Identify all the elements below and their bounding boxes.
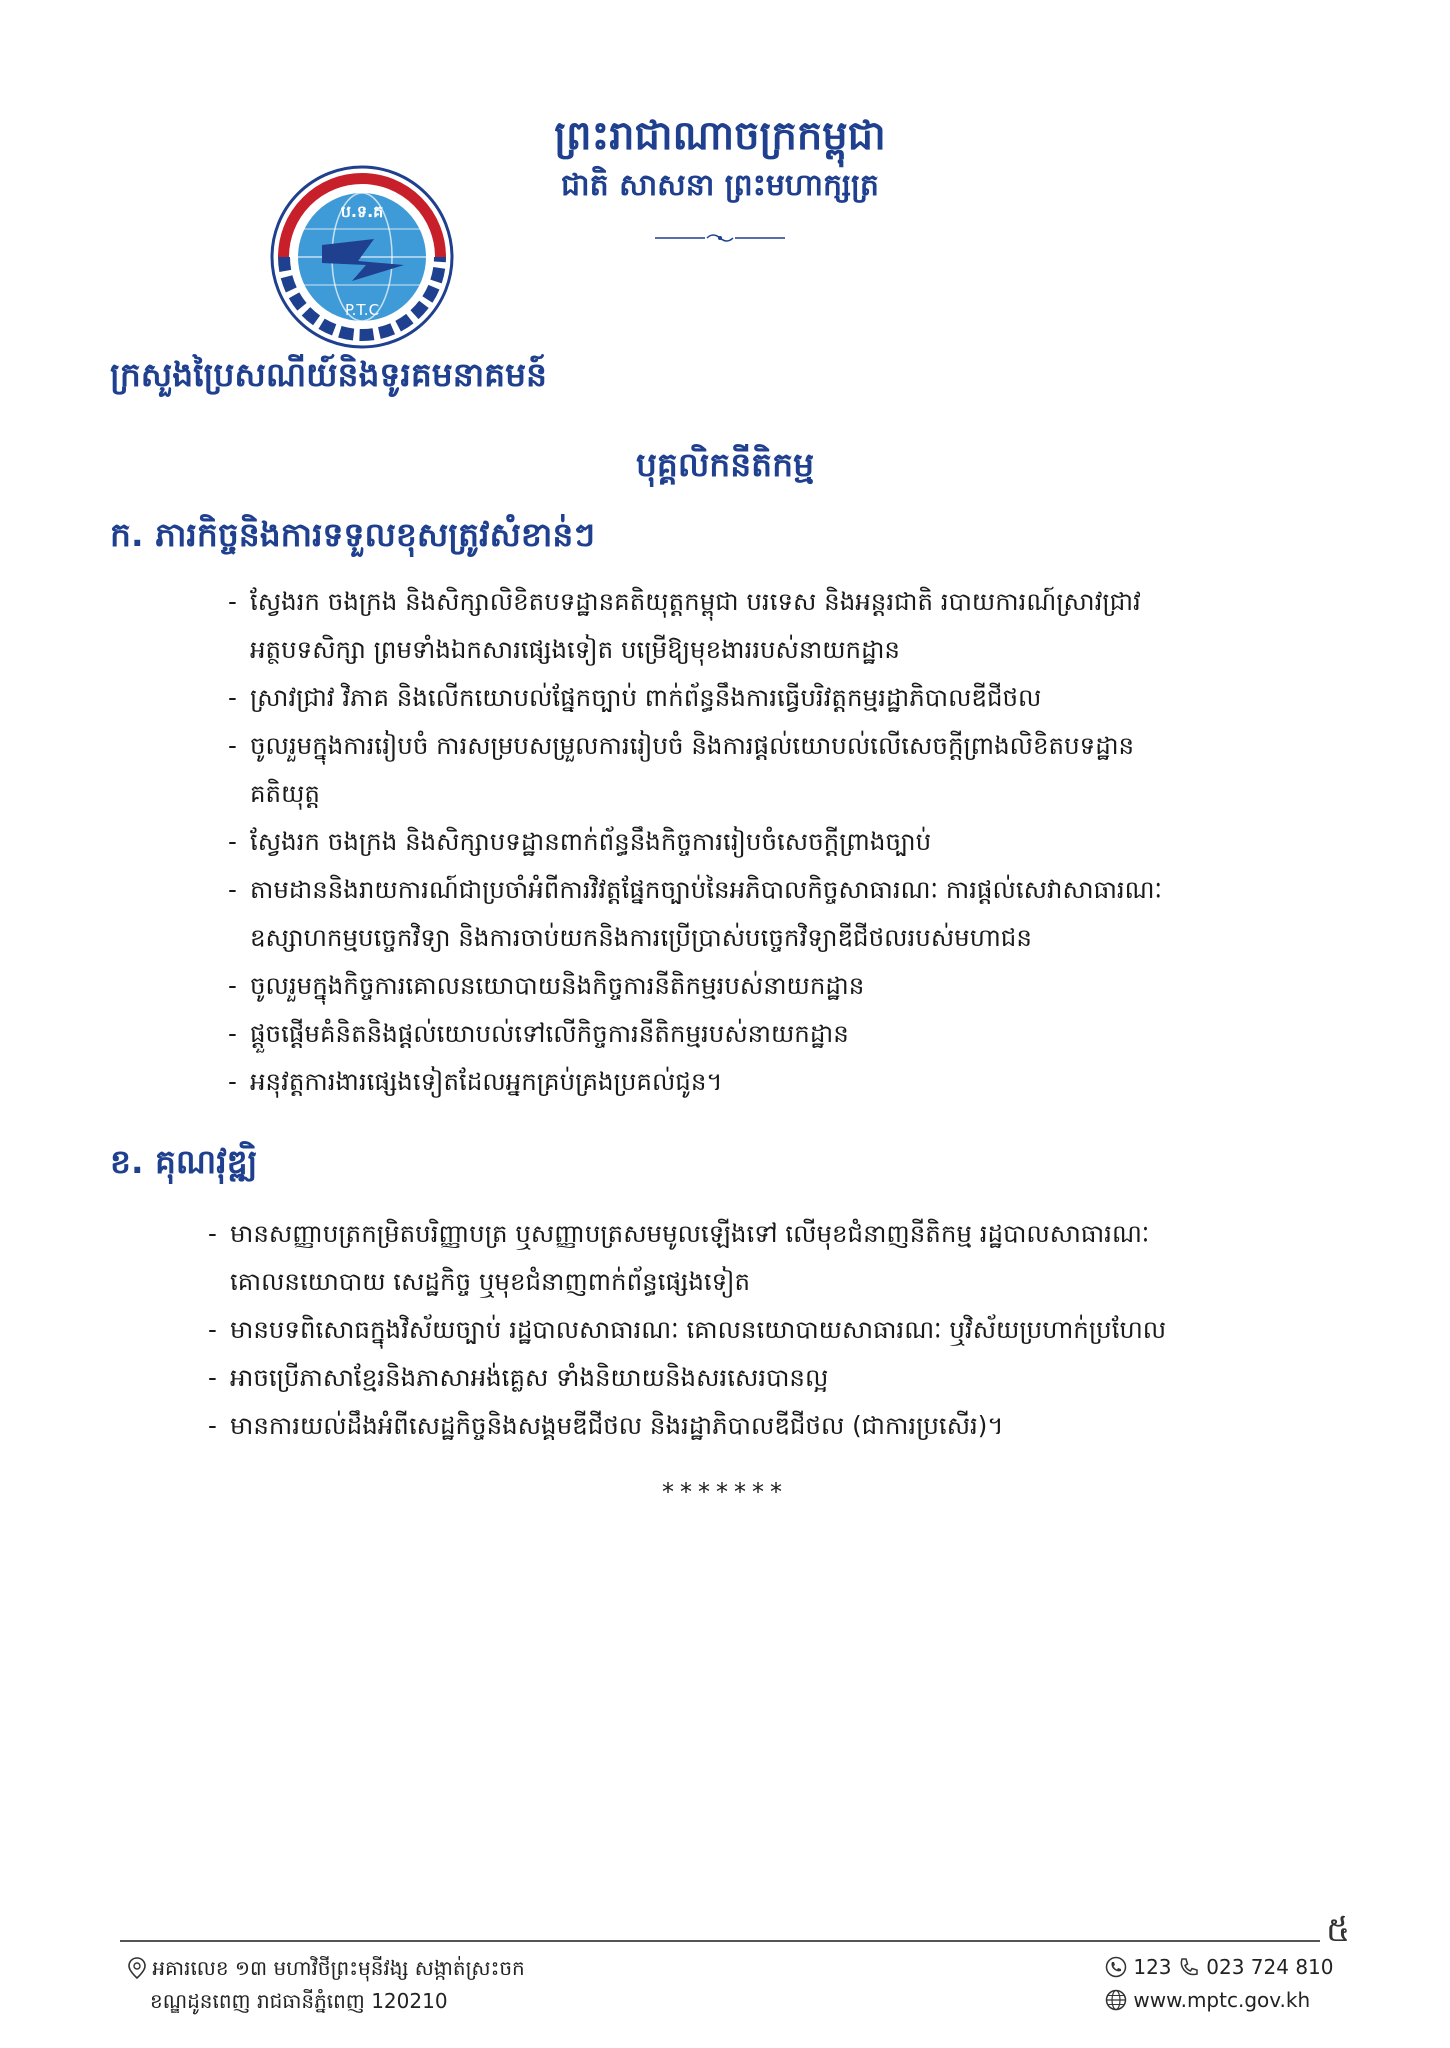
end-mark: ******* <box>662 1478 788 1506</box>
list-item: - ស្វែងរក ចងក្រង និងសិក្សាបទដ្ឋានពាក់ព័ន្ធនឹងកិច្ចការរៀបចំសេចក្តីព្រាងច្បាប់ <box>228 818 1348 866</box>
qualifications-list <box>208 1210 1348 1450</box>
kingdom-header <box>520 108 920 208</box>
address-line-1 <box>128 1955 525 1985</box>
hotline-number: 123 <box>1133 1955 1172 1979</box>
logo-khmer-initials: ប.ទ.គ <box>340 202 384 221</box>
hotline-icon <box>1105 1956 1127 1978</box>
ministry-logo <box>270 165 454 349</box>
list-item-continuation: គតិយុត្ត <box>250 779 320 808</box>
list-item: - តាមដាននិងរាយការណ៍ជាប្រចាំអំពីការវិវត្តផ្នែកច្បាប់នៃអភិបាលកិច្ចសាធារណៈ ការផ្តល់សេវាសាធារណៈ <box>228 866 1348 914</box>
kingdom-motto: ជាតិ សាសនា ព្រះមហាក្សត្រ <box>561 168 879 203</box>
contact-phones <box>1105 1955 1334 1979</box>
list-item: - មានការយល់ដឹងអំពីសេដ្ឋកិច្ចនិងសង្គមឌីជីថល និងរដ្ឋាភិបាលឌីជីថល (ជាការប្រសើរ)។ <box>208 1402 1348 1450</box>
globe-icon <box>1105 1989 1127 2011</box>
location-pin-icon <box>128 1957 146 1979</box>
list-item: - មានបទពិសោធក្នុងវិស័យច្បាប់ រដ្ឋបាលសាធារណៈ គោលនយោបាយសាធារណៈ ឬវិស័យប្រហាក់ប្រហែល <box>208 1306 1348 1354</box>
list-item-continuation: គោលនយោបាយ សេដ្ឋកិច្ច ឬមុខជំនាញពាក់ព័ន្ធផ្សេងទៀត <box>230 1267 751 1296</box>
list-item: - ចូលរួមក្នុងការរៀបចំ ការសម្របសម្រួលការរៀបចំ និងការផ្តល់យោបល់លើសេចក្តីព្រាងលិខិតបទដ្ឋាន <box>228 722 1348 770</box>
ornament-divider <box>655 232 785 244</box>
page-number: ៥ <box>1326 1910 1351 1950</box>
list-item: - ស្វែងរក ចងក្រង និងសិក្សាលិខិតបទដ្ឋានគតិយុត្តកម្ពុជា បរទេស និងអន្តរជាតិ របាយការណ៍ស្រាវជ្រាវ <box>228 578 1348 626</box>
list-item: - អាចប្រើភាសាខ្មែរនិងភាសាអង់គ្លេស ទាំងនិយាយនិងសរសេរបានល្អ <box>208 1354 1348 1402</box>
address-line-2: ខណ្ឌដូនពេញ រាជធានីភ្នំពេញ 120210 <box>150 1989 448 2013</box>
list-item-continuation: ឧស្សាហកម្មបច្ចេកវិទ្យា និងការចាប់យកនិងការប្រើប្រាស់បច្ចេកវិទ្យាឌីជីថលរបស់មហាជន <box>250 923 1032 952</box>
logo-ptc-text: P.T.C <box>344 301 380 319</box>
responsibilities-list <box>228 578 1348 1106</box>
list-item: - មានសញ្ញាបត្រកម្រិតបរិញ្ញាបត្រ ឬសញ្ញាបត្រសមមូលឡើងទៅ លើមុខជំនាញនីតិកម្ម រដ្ឋបាលសាធារណៈ <box>208 1210 1348 1258</box>
document-title: បុគ្គលិកនីតិកម្ម <box>635 445 815 484</box>
list-item: - អនុវត្តការងារផ្សេងទៀតដែលអ្នកគ្រប់គ្រងប្រគល់ជូន។ <box>228 1058 1348 1106</box>
website-link[interactable]: www.mptc.gov.kh <box>1133 1988 1311 2012</box>
contact-website <box>1105 1988 1310 2012</box>
list-item: - ស្រាវជ្រាវ វិភាគ និងលើកយោបល់ផ្នែកច្បាប់ ពាក់ព័ន្ធនឹងការធ្វើបរិវត្តកម្មរដ្ឋាភិបាលឌីជីថល <box>228 674 1348 722</box>
phone-number: 023 724 810 <box>1206 1955 1334 1979</box>
list-item-continuation: អត្ថបទសិក្សា ព្រមទាំងឯកសារផ្សេងទៀត បម្រើឱ្យមុខងាររបស់នាយកដ្ឋាន <box>250 635 900 664</box>
kingdom-title: ព្រះរាជាណាចក្រកម្ពុជា <box>554 113 886 159</box>
section-a-heading: ក. ភារកិច្ចនិងការទទួលខុសត្រូវសំខាន់ៗ <box>110 515 596 554</box>
ministry-name: ក្រសួងប្រៃសណីយ៍និងទូរគមនាគមន៍ <box>110 355 547 394</box>
address-text-1: អគារលេខ ១៣ មហាវិថីព្រះមុនីវង្ស សង្កាត់ស្រះចក <box>152 1956 525 1980</box>
list-item: - ចូលរួមក្នុងកិច្ចការគោលនយោបាយនិងកិច្ចការនីតិកម្មរបស់នាយកដ្ឋាន <box>228 962 1348 1010</box>
footer-divider <box>120 1940 1320 1942</box>
phone-icon <box>1178 1956 1200 1978</box>
list-item: - ផ្តួចផ្តើមគំនិតនិងផ្តល់យោបល់ទៅលើកិច្ចការនីតិកម្មរបស់នាយកដ្ឋាន <box>228 1010 1348 1058</box>
section-b-heading: ខ. គុណវុឌ្ឍិ <box>110 1142 258 1181</box>
